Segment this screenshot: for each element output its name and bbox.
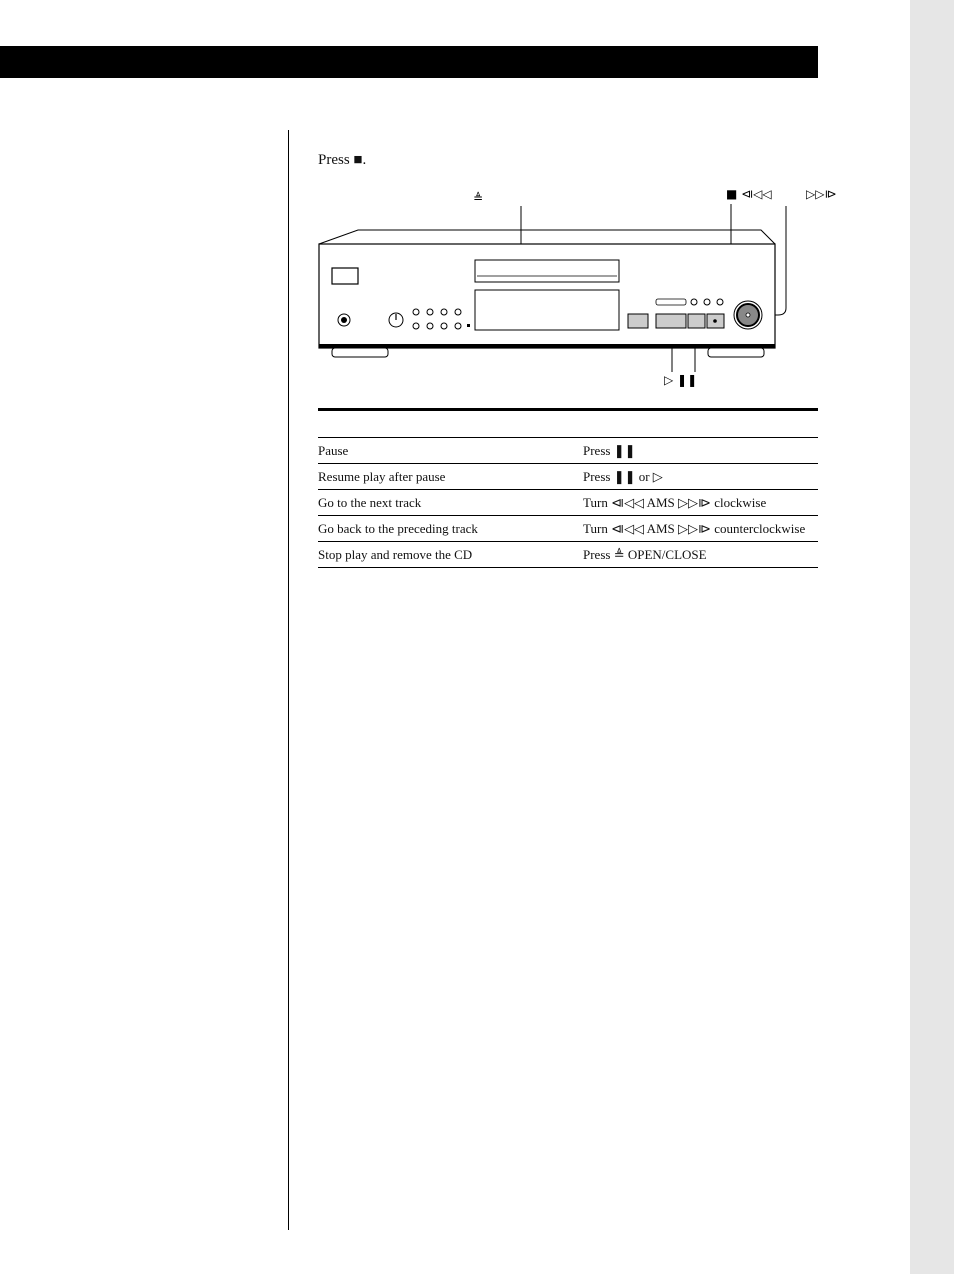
table-cell-instruction: Turn ⧏◁◁ AMS ▷▷⧐ counterclockwise: [583, 516, 818, 542]
operations-table: [318, 437, 818, 568]
table-cell-action: Stop play and remove the CD: [318, 542, 583, 568]
table-cell-instruction: Press ❚❚: [583, 438, 818, 464]
table-top-rule: [318, 408, 818, 411]
table-row: [318, 490, 818, 516]
step-instruction: Press ■.: [318, 152, 367, 168]
table-row: [318, 464, 818, 490]
table-row: [318, 516, 818, 542]
next-label: ▷▷⧐: [806, 187, 837, 201]
eject-label: ≜: [472, 191, 484, 205]
column-divider: [288, 130, 289, 1230]
table-cell-action: Go to the next track: [318, 490, 583, 516]
table-cell-instruction: Turn ⧏◁◁ AMS ▷▷⧐ clockwise: [583, 490, 818, 516]
table-cell-action: Pause: [318, 438, 583, 464]
table-cell-instruction: Press ≜ OPEN/CLOSE: [583, 542, 818, 568]
table-row: [318, 438, 818, 464]
play-pause-label: ▷ ❚❚: [664, 373, 698, 387]
cd-player-diagram: [310, 186, 850, 396]
header-bar: [0, 46, 818, 78]
stop-prev-label: ■ ⧏◁◁: [726, 187, 772, 201]
side-index-tab: [910, 0, 954, 1274]
table-row: [318, 542, 818, 568]
table-cell-action: Go back to the preceding track: [318, 516, 583, 542]
table-cell-instruction: Press ❚❚ or ▷: [583, 464, 818, 490]
table-cell-action: Resume play after pause: [318, 464, 583, 490]
